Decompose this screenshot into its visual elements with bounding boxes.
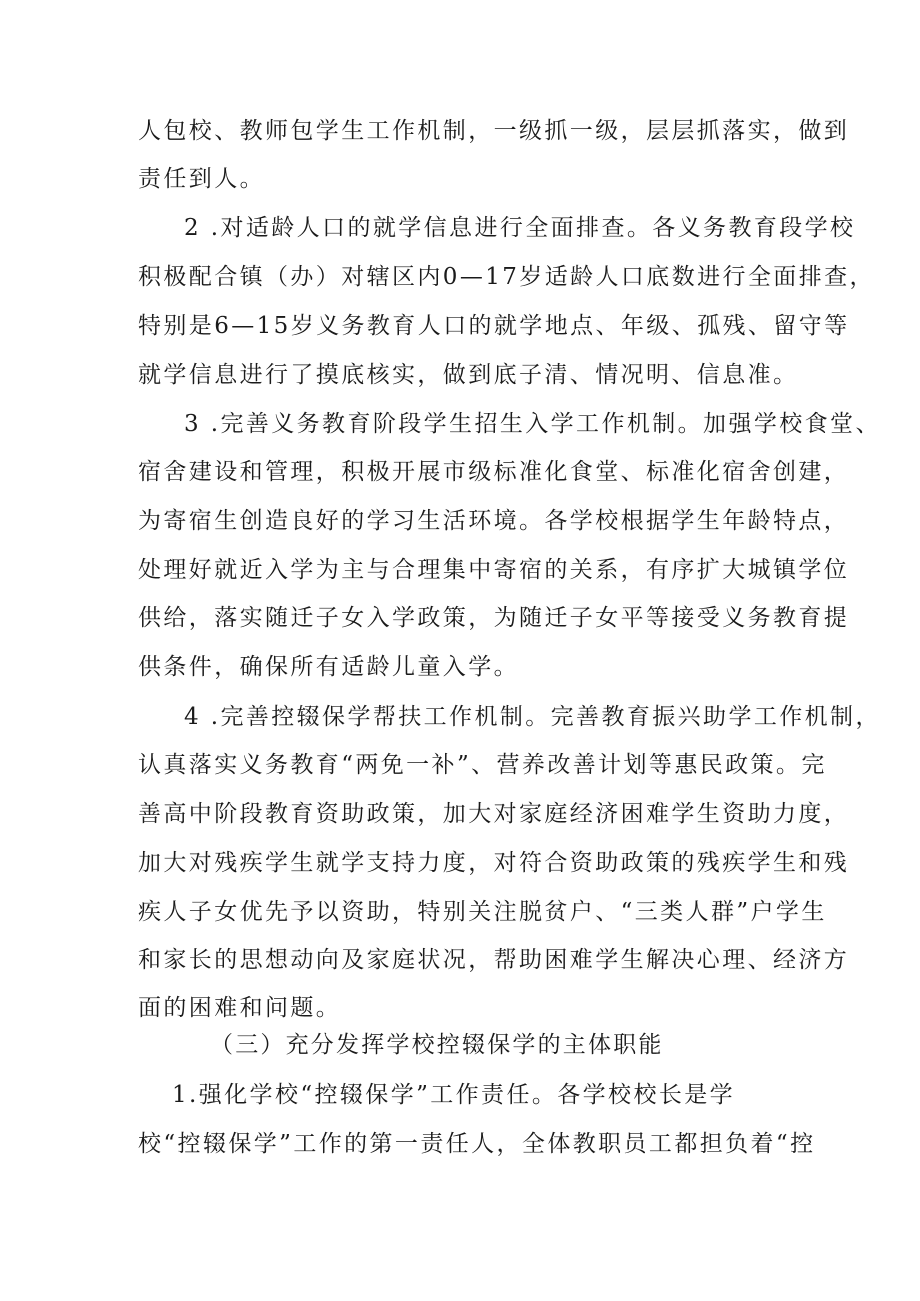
text-line: 校“控辍保学”工作的第一责任人，全体教职员工都担负着“控 — [138, 1131, 816, 1157]
text-line: 供条件，确保所有适龄儿童入学。 — [138, 654, 519, 680]
text-line: 积极配合镇（办）对辖区内0—17岁适龄人口底数进行全面排查， — [138, 264, 875, 290]
text-line: 3 .完善义务教育阶段学生招生入学工作机制。加强学校食堂、 — [184, 411, 881, 437]
text-line: 疾人子女优先予以资助，特别关注脱贫户、“三类人群”户学生 — [138, 899, 827, 925]
text-line: 加大对残疾学生就学支持力度，对符合资助政策的残疾学生和残 — [138, 850, 850, 876]
text-line: 认真落实义务教育“两免一补”、营养改善计划等惠民政策。完 — [138, 752, 827, 778]
text-line: 处理好就近入学为主与合理集中寄宿的关系，有序扩大城镇学位 — [138, 557, 850, 583]
text-line: 4 .完善控辍保学帮扶工作机制。完善教育振兴助学工作机制， — [184, 704, 881, 730]
text-line: 面的困难和问题。 — [138, 995, 342, 1021]
text-line: 特别是6—15岁义务教育人口的就学地点、年级、孤残、留守等 — [138, 313, 850, 339]
text-line: 宿舍建设和管理，积极开展市级标准化食堂、标准化宿舍创建， — [138, 459, 850, 485]
text-line: 为寄宿生创造良好的学习生活环境。各学校根据学生年龄特点， — [138, 508, 850, 534]
section-heading: （三）充分发挥学校控辍保学的主体职能 — [210, 1032, 664, 1058]
text-line: 2 .对适龄人口的就学信息进行全面排查。各义务教育段学校 — [184, 215, 856, 241]
text-line: 1.强化学校“控辍保学”工作责任。各学校校长是学 — [172, 1082, 736, 1108]
text-line: 和家长的思想动向及家庭状况，帮助困难学生解决心理、经济方 — [138, 947, 850, 973]
text-line: 善高中阶段教育资助政策，加大对家庭经济困难学生资助力度， — [138, 801, 850, 827]
text-line: 人包校、教师包学生工作机制，一级抓一级，层层抓落实，做到 — [138, 118, 850, 144]
text-line: 供给，落实随迁子女入学政策，为随迁子女平等接受义务教育提 — [138, 605, 850, 631]
text-line: 责任到人。 — [138, 166, 265, 192]
text-line: 就学信息进行了摸底核实，做到底子清、情况明、信息准。 — [138, 362, 799, 388]
